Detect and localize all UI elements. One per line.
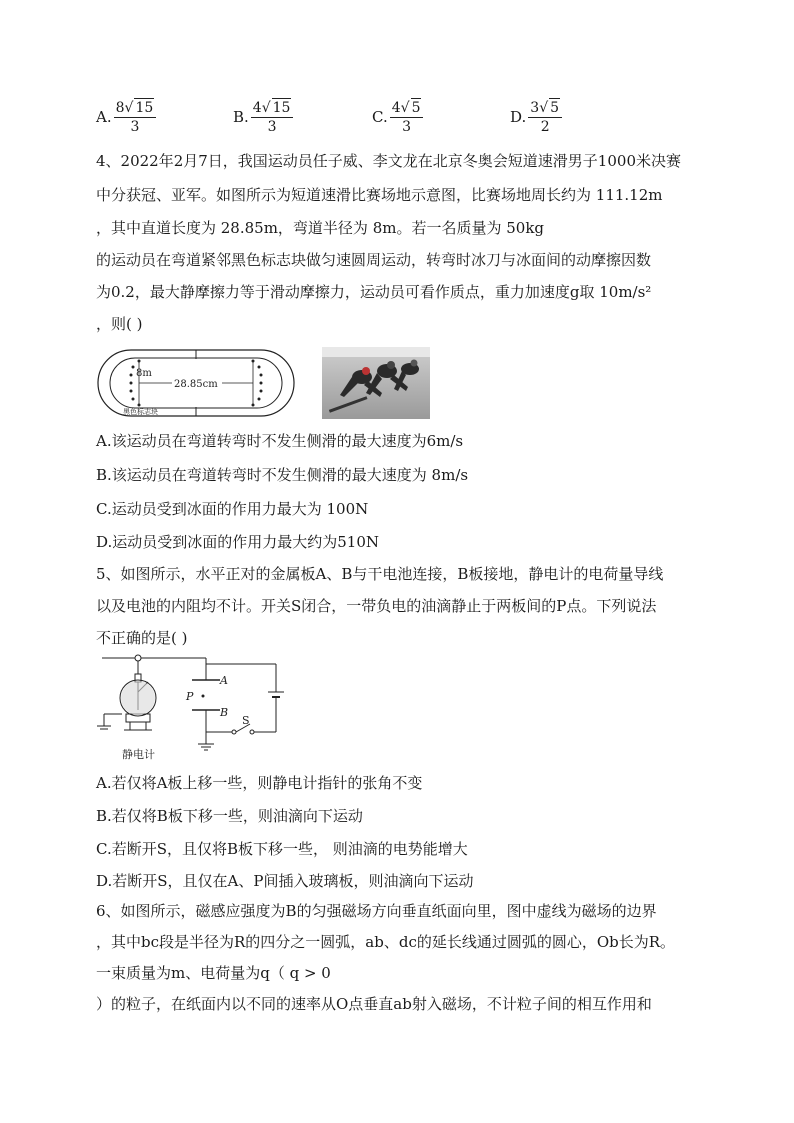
marker-label: 黑色标志块 xyxy=(123,408,158,416)
straight-label: 28.85cm xyxy=(174,379,218,390)
fraction: $\frac{4√ 15}{3}$ xyxy=(251,98,294,136)
option-c: C. $\frac{4√ 5}{3}$ xyxy=(372,98,423,136)
plate-a-label: A xyxy=(220,674,228,687)
q4-line-2: 中分获冠、亚军。如图所示为短道速滑比赛场地示意图，比赛场地周长约为 111.12m xyxy=(96,186,663,204)
point-p-label: P xyxy=(186,690,194,703)
fraction: $\frac{8√ 15}{3}$ xyxy=(114,98,157,136)
option-a: A. $\frac{8√ 15}{3}$ xyxy=(96,98,156,136)
q4-line-1: 4、2022年2月7日，我国运动员任子威、李文龙在北京冬奥会短道速滑男子1000米决赛 xyxy=(96,152,681,170)
q6-line-2: ，其中bc段是半径为R的四分之一圆弧，ab、dc的延长线通过圆弧的圆心，Ob长为R。 xyxy=(96,933,676,951)
q5-line-1: 5、如图所示，水平正对的金属板A、B与干电池连接，B板接地，静电计的电荷量导线 xyxy=(96,565,664,583)
q5-option-d: D.若断开S，且仅在A、P间插入玻璃板，则油滴向下运动 xyxy=(96,872,474,890)
q5-option-c: C.若断开S，且仅将B板下移一些， 则油滴的电势能增大 xyxy=(96,840,468,858)
q4-option-d: D.运动员受到冰面的作用力最大约为510N xyxy=(96,533,380,551)
radius-label: 8m xyxy=(136,368,152,379)
q4-option-a: A.该运动员在弯道转弯时不发生侧滑的最大速度为6m/s xyxy=(96,432,464,450)
fraction: $\frac{4√ 5}{3}$ xyxy=(390,98,424,136)
q5-option-b: B.若仅将B板下移一些，则油滴向下运动 xyxy=(96,807,363,825)
q5-line-3: 不正确的是( ) xyxy=(96,629,188,647)
q6-line-3: 一束质量为m、电荷量为q（ q > 0 xyxy=(96,964,331,982)
switch-label: S xyxy=(242,714,250,727)
circuit-diagram xyxy=(96,652,296,764)
q4-line-6: ，则( ) xyxy=(96,315,143,333)
q4-line-3: ，其中直道长度为 28.85m，弯道半径为 8m。若一名质量为 50kg xyxy=(96,219,545,237)
option-b: B. $\frac{4√ 15}{3}$ xyxy=(233,98,293,136)
q5-option-a: A.若仅将A板上移一些，则静电计指针的张角不变 xyxy=(96,774,423,792)
q4-line-4: 的运动员在弯道紧邻黑色标志块做匀速圆周运动，转弯时冰刀与冰面间的动摩擦因数 xyxy=(96,251,652,269)
track-diagram xyxy=(96,347,296,419)
q6-line-1: 6、如图所示，磁感应强度为B的匀强磁场方向垂直纸面向里，图中虚线为磁场的边界 xyxy=(96,902,657,920)
q4-option-b: B.该运动员在弯道转弯时不发生侧滑的最大速度为 8m/s xyxy=(96,466,469,484)
electrometer-caption: 静电计 xyxy=(122,748,155,761)
fraction: $\frac{3√ 5}{2}$ xyxy=(528,98,562,136)
q4-line-5: 为0.2，最大静摩擦力等于滑动摩擦力，运动员可看作质点，重力加速度g取 10m/s² xyxy=(96,283,652,301)
skaters-photo xyxy=(322,347,430,419)
q4-option-c: C.运动员受到冰面的作用力最大为 100N xyxy=(96,500,369,518)
option-d: D. $\frac{3√ 5}{2}$ xyxy=(510,98,562,136)
q6-line-4: ）的粒子，在纸面内以不同的速率从O点垂直ab射入磁场，不计粒子间的相互作用和 xyxy=(96,995,652,1013)
q5-line-2: 以及电池的内阻均不计。开关S闭合，一带负电的油滴静止于两板间的P点。下列说法 xyxy=(96,597,657,615)
plate-b-label: B xyxy=(220,706,229,719)
q3-options xyxy=(96,98,696,146)
